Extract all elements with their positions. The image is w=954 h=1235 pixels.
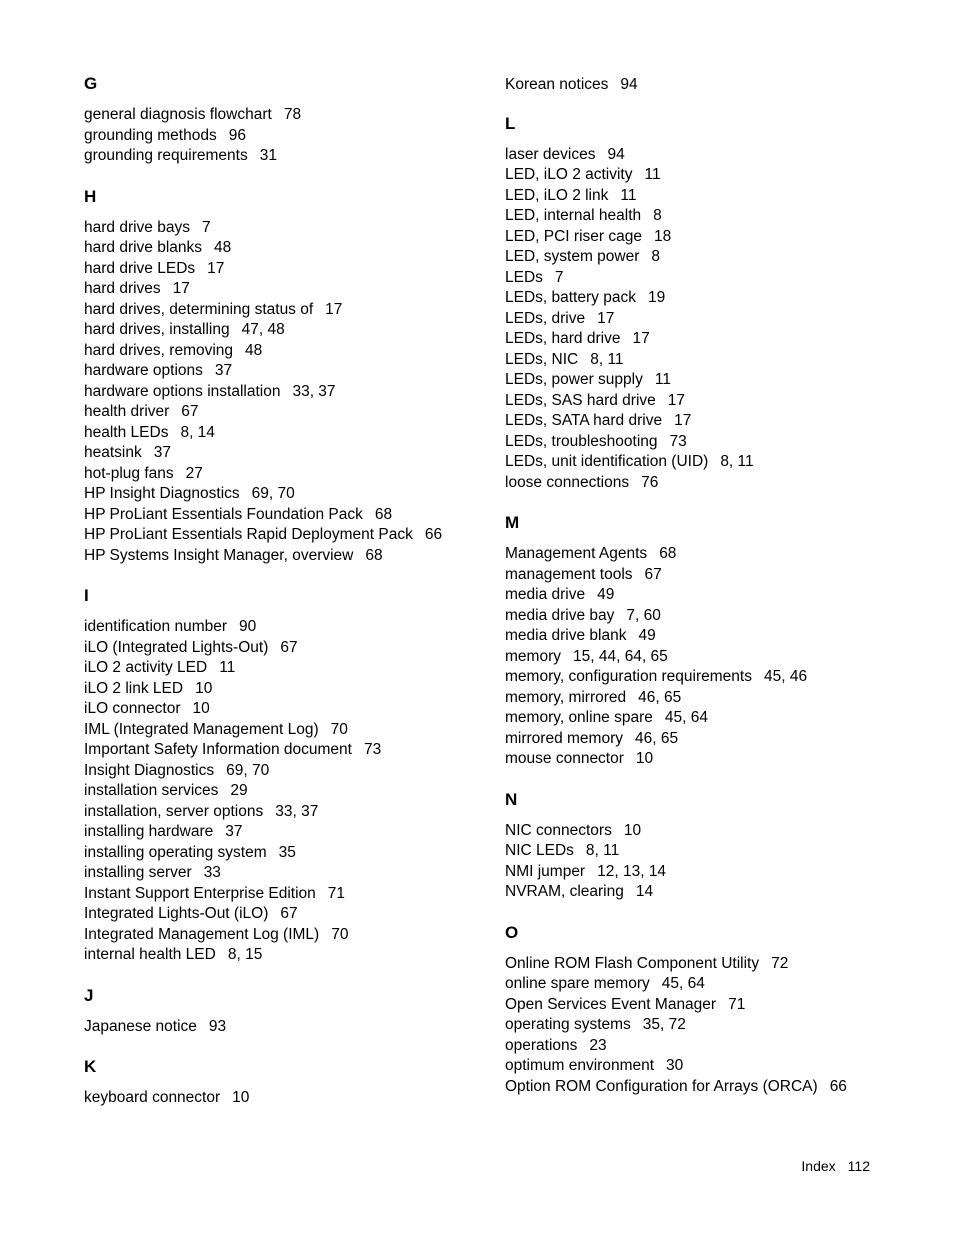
entry-pages: 35, 72 xyxy=(642,1016,686,1033)
index-section xyxy=(505,114,925,494)
entry-term: LED, iLO 2 link xyxy=(505,186,609,204)
entry-term: LEDs, unit identification (UID) xyxy=(505,453,709,470)
entry-pages: 78 xyxy=(283,106,302,123)
entry-term: LED, PCI riser cage xyxy=(505,227,642,245)
index-entry xyxy=(505,452,925,473)
index-entry xyxy=(505,841,925,862)
entry-term: NIC connectors xyxy=(505,821,612,839)
entry-term: LEDs, NIC xyxy=(505,350,579,368)
entry-term: HP Systems Insight Manager, overview xyxy=(84,546,354,564)
index-entry xyxy=(84,884,484,905)
index-entry xyxy=(505,206,925,227)
index-entry xyxy=(84,341,484,362)
index-entry xyxy=(84,126,484,147)
entry-pages: 17 xyxy=(667,391,686,409)
entry-pages: 67 xyxy=(280,638,298,656)
entry-pages: 69, 70 xyxy=(226,761,270,779)
entry-pages: 70 xyxy=(330,720,348,738)
entry-pages: 27 xyxy=(185,464,203,482)
footer-label: Index xyxy=(801,1158,836,1174)
index-section xyxy=(84,586,484,966)
index-entry xyxy=(505,667,925,688)
entry-term: hard drive bays xyxy=(84,218,190,236)
entry-pages: 67 xyxy=(280,905,298,922)
entry-term: laser devices xyxy=(505,145,596,163)
section-letter-heading: N xyxy=(505,789,518,809)
entry-term: LEDs, SAS hard drive xyxy=(505,391,656,409)
entry-pages: 46, 65 xyxy=(634,729,679,747)
index-entry xyxy=(84,443,484,464)
continued-entries xyxy=(505,75,925,96)
entry-term: IML (Integrated Management Log) xyxy=(84,720,319,738)
index-entry xyxy=(505,882,925,903)
entry-term: installing operating system xyxy=(84,843,267,861)
entry-pages: 10 xyxy=(192,700,210,717)
index-entry xyxy=(505,862,925,883)
entry-pages: 11 xyxy=(644,166,661,183)
index-entry xyxy=(505,1077,925,1098)
entry-pages: 73 xyxy=(669,432,687,450)
index-entry xyxy=(84,464,484,485)
section-letter-heading: J xyxy=(84,985,94,1005)
entry-pages: 10 xyxy=(623,821,642,839)
section-letter-heading: K xyxy=(84,1057,97,1076)
entry-term: memory, online spare xyxy=(505,709,653,726)
index-entry xyxy=(84,259,484,280)
entry-pages: 93 xyxy=(208,1017,227,1035)
entry-pages: 10 xyxy=(635,750,654,767)
entry-pages: 8, 14 xyxy=(180,423,215,441)
index-entry xyxy=(505,606,925,627)
entry-term: iLO 2 activity LED xyxy=(84,659,208,676)
entry-pages: 37 xyxy=(214,362,233,379)
entry-term: NIC LEDs xyxy=(505,842,574,859)
entry-term: HP Insight Diagnostics xyxy=(84,485,240,502)
index-entry xyxy=(84,1017,484,1038)
entry-term: hard drives, installing xyxy=(84,321,230,338)
index-entry xyxy=(505,995,925,1016)
entry-term: hard drive blanks xyxy=(84,239,203,256)
entry-term: hardware options xyxy=(84,362,203,379)
index-entry xyxy=(84,105,484,126)
entry-term: operations xyxy=(505,1036,578,1054)
entry-pages: 37 xyxy=(225,823,243,840)
entry-term: LEDs xyxy=(505,268,543,286)
entry-term: mirrored memory xyxy=(505,729,623,747)
index-entry xyxy=(505,227,925,248)
index-entry xyxy=(84,761,484,782)
entry-pages: 68 xyxy=(374,505,393,523)
entry-pages: 17 xyxy=(674,412,692,429)
index-column-right xyxy=(505,75,925,1117)
page-footer xyxy=(801,1158,870,1174)
entry-pages: 18 xyxy=(653,227,672,245)
index-entry xyxy=(505,749,925,770)
index-entry xyxy=(84,699,484,720)
entry-term: LED, internal health xyxy=(505,207,642,224)
index-entry xyxy=(505,309,925,330)
entry-pages: 48 xyxy=(245,341,263,359)
entry-term: health LEDs xyxy=(84,423,169,441)
index-entry xyxy=(505,145,925,166)
entry-pages: 7 xyxy=(554,268,564,286)
entry-pages: 66 xyxy=(829,1077,847,1095)
entry-term: online spare memory xyxy=(505,975,650,992)
entry-pages: 66 xyxy=(424,526,443,543)
entry-pages: 7 xyxy=(201,218,211,236)
entry-term: iLO connector xyxy=(84,700,181,717)
entry-term: installing hardware xyxy=(84,823,214,840)
entry-pages: 72 xyxy=(771,954,789,972)
entry-term: internal health LED xyxy=(84,946,216,963)
entry-term: Insight Diagnostics xyxy=(84,761,215,779)
index-entry xyxy=(505,708,925,729)
entry-pages: 45, 64 xyxy=(661,975,705,992)
entry-term: loose connections xyxy=(505,473,630,491)
entry-pages: 11 xyxy=(654,371,671,388)
entry-pages: 69, 70 xyxy=(251,485,295,502)
entry-term: LEDs, SATA hard drive xyxy=(505,412,663,429)
entry-term: mouse connector xyxy=(505,750,624,767)
index-entry xyxy=(84,218,484,239)
entry-term: LEDs, troubleshooting xyxy=(505,432,658,450)
entry-term: installing server xyxy=(84,864,192,881)
entry-pages: 96 xyxy=(228,126,246,144)
entry-term: Instant Support Enterprise Edition xyxy=(84,884,316,902)
entry-pages: 8 xyxy=(653,207,662,224)
entry-pages: 90 xyxy=(239,618,257,635)
index-entry xyxy=(84,1088,484,1109)
entry-pages: 10 xyxy=(232,1089,250,1106)
entry-term: hard drives, determining status of xyxy=(84,300,314,318)
index-entry xyxy=(84,238,484,259)
entry-pages: 37 xyxy=(153,444,171,461)
entry-term: Option ROM Configuration for Arrays (ORCA) xyxy=(505,1077,818,1095)
index-entry xyxy=(505,268,925,289)
entry-pages: 17 xyxy=(172,280,190,297)
index-entry xyxy=(505,688,925,709)
entry-pages: 70 xyxy=(331,925,349,943)
index-entry xyxy=(505,954,925,975)
entry-term: general diagnosis flowchart xyxy=(84,106,272,123)
index-entry xyxy=(505,821,925,842)
entry-term: LED, iLO 2 activity xyxy=(505,166,633,183)
index-entry xyxy=(505,288,925,309)
index-entry xyxy=(84,863,484,884)
entry-term: Integrated Management Log (IML) xyxy=(84,925,320,943)
entry-pages: 11 xyxy=(620,186,637,204)
entry-term: LEDs, drive xyxy=(505,309,586,327)
entry-term: health driver xyxy=(84,403,170,420)
entry-term: Korean notices xyxy=(505,76,609,93)
entry-term: installation services xyxy=(84,782,219,799)
entry-pages: 49 xyxy=(638,627,656,644)
entry-term: LEDs, battery pack xyxy=(505,289,636,306)
index-entry xyxy=(505,247,925,268)
index-entry xyxy=(84,146,484,167)
index-entry xyxy=(84,484,484,505)
index-entry xyxy=(84,658,484,679)
section-letter-heading: G xyxy=(84,74,98,93)
entry-pages: 8, 11 xyxy=(590,350,624,368)
entry-pages: 73 xyxy=(363,741,382,758)
entry-term: memory, configuration requirements xyxy=(505,668,752,685)
entry-pages: 35 xyxy=(278,843,296,861)
entry-pages: 47, 48 xyxy=(241,321,285,338)
entry-pages: 48 xyxy=(214,239,232,256)
index-entry xyxy=(505,391,925,412)
index-entry xyxy=(84,617,484,638)
entry-pages: 8, 11 xyxy=(720,453,754,470)
entry-term: operating systems xyxy=(505,1016,631,1033)
entry-pages: 19 xyxy=(647,289,666,306)
section-letter-heading: O xyxy=(505,922,519,942)
entry-pages: 45, 64 xyxy=(664,709,708,726)
index-entry xyxy=(505,1036,925,1057)
index-entry xyxy=(84,802,484,823)
entry-pages: 12, 13, 14 xyxy=(597,862,667,880)
entry-pages: 45, 46 xyxy=(763,668,808,685)
index-entry xyxy=(84,638,484,659)
entry-pages: 14 xyxy=(635,883,654,900)
entry-term: media drive blank xyxy=(505,627,627,644)
entry-pages: 8, 11 xyxy=(585,842,620,859)
index-entry xyxy=(505,75,925,96)
index-entry xyxy=(84,781,484,802)
entry-pages: 29 xyxy=(230,782,248,799)
entry-term: hardware options installation xyxy=(84,382,281,400)
index-entry xyxy=(84,546,484,567)
entry-term: hard drives xyxy=(84,280,161,297)
entry-pages: 49 xyxy=(597,586,615,603)
entry-term: hard drives, removing xyxy=(84,341,234,359)
entry-term: Open Services Event Manager xyxy=(505,995,717,1013)
entry-term: media drive bay xyxy=(505,606,615,624)
index-entry xyxy=(505,1015,925,1036)
index-entry xyxy=(84,505,484,526)
entry-term: optimum environment xyxy=(505,1057,655,1074)
index-entry xyxy=(505,165,925,186)
index-entry xyxy=(84,402,484,423)
entry-term: LED, system power xyxy=(505,248,640,265)
index-section xyxy=(505,790,925,903)
index-entry xyxy=(84,279,484,300)
entry-term: media drive xyxy=(505,586,586,603)
index-section xyxy=(84,74,484,167)
index-section xyxy=(84,187,484,567)
index-entry xyxy=(505,329,925,350)
entry-pages: 7, 60 xyxy=(626,606,661,624)
entry-pages: 17 xyxy=(325,300,343,318)
index-entry xyxy=(84,945,484,966)
index-entry xyxy=(505,370,925,391)
index-entry xyxy=(505,473,925,494)
entry-pages: 23 xyxy=(589,1036,607,1054)
entry-pages: 94 xyxy=(607,145,625,163)
entry-term: Important Safety Information document xyxy=(84,741,352,758)
index-entry xyxy=(505,1056,925,1077)
index-entry xyxy=(505,974,925,995)
index-entry xyxy=(505,626,925,647)
index-column-left xyxy=(84,74,484,1129)
index-entry xyxy=(84,720,484,741)
entry-pages: 8, 15 xyxy=(227,946,263,963)
entry-pages: 11 xyxy=(219,659,236,676)
index-entry xyxy=(505,350,925,371)
entry-term: hot-plug fans xyxy=(84,464,174,482)
entry-term: HP ProLiant Essentials Rapid Deployment Pack xyxy=(84,526,413,543)
index-entry xyxy=(505,585,925,606)
entry-term: grounding requirements xyxy=(84,147,248,164)
index-entry xyxy=(84,361,484,382)
index-section xyxy=(505,923,925,1098)
index-entry xyxy=(84,320,484,341)
entry-pages: 31 xyxy=(259,147,277,164)
entry-pages: 67 xyxy=(181,403,199,420)
index-entry xyxy=(84,679,484,700)
entry-term: hard drive LEDs xyxy=(84,259,196,277)
index-entry xyxy=(84,740,484,761)
page-number: 112 xyxy=(847,1158,870,1174)
entry-pages: 68 xyxy=(659,545,677,562)
entry-pages: 46, 65 xyxy=(638,688,682,706)
entry-pages: 33, 37 xyxy=(292,382,336,400)
entry-term: LEDs, hard drive xyxy=(505,330,621,347)
index-entry xyxy=(505,647,925,668)
entry-term: NVRAM, clearing xyxy=(505,883,624,900)
entry-pages: 33 xyxy=(203,864,221,881)
entry-pages: 30 xyxy=(666,1057,684,1074)
index-entry xyxy=(505,411,925,432)
entry-term: memory xyxy=(505,647,561,665)
entry-pages: 67 xyxy=(644,565,662,583)
section-letter-heading: L xyxy=(505,113,516,133)
index-entry xyxy=(84,822,484,843)
entry-term: Japanese notice xyxy=(84,1017,197,1035)
index-entry xyxy=(84,843,484,864)
index-entry xyxy=(84,423,484,444)
index-entry xyxy=(505,729,925,750)
index-section xyxy=(84,986,484,1038)
index-entry xyxy=(505,565,925,586)
entry-term: LEDs, power supply xyxy=(505,371,643,388)
entry-term: installation, server options xyxy=(84,802,264,820)
section-letter-heading: M xyxy=(505,513,520,532)
entry-pages: 94 xyxy=(620,76,638,93)
index-entry xyxy=(84,925,484,946)
index-entry xyxy=(505,544,925,565)
index-entry xyxy=(84,382,484,403)
entry-pages: 10 xyxy=(195,679,213,697)
index-entry xyxy=(505,186,925,207)
index-entry xyxy=(84,300,484,321)
entry-term: Integrated Lights-Out (iLO) xyxy=(84,905,269,922)
entry-pages: 68 xyxy=(365,546,383,564)
entry-term: keyboard connector xyxy=(84,1089,221,1106)
index-section xyxy=(84,1057,484,1109)
entry-term: heatsink xyxy=(84,444,142,461)
entry-pages: 33, 37 xyxy=(275,802,319,820)
entry-pages: 71 xyxy=(327,884,346,902)
index-section xyxy=(505,513,925,770)
entry-pages: 8 xyxy=(651,248,661,265)
entry-pages: 17 xyxy=(597,309,615,327)
index-entry xyxy=(84,904,484,925)
entry-term: Management Agents xyxy=(505,545,648,562)
index-entry xyxy=(505,432,925,453)
entry-pages: 71 xyxy=(728,995,746,1013)
entry-term: Online ROM Flash Component Utility xyxy=(505,954,760,972)
entry-term: identification number xyxy=(84,618,228,635)
entry-pages: 76 xyxy=(641,473,659,491)
section-letter-heading: I xyxy=(84,586,89,605)
entry-pages: 17 xyxy=(207,259,225,277)
entry-pages: 17 xyxy=(632,330,650,347)
entry-term: NMI jumper xyxy=(505,862,586,880)
entry-term: iLO 2 link LED xyxy=(84,679,184,697)
entry-term: memory, mirrored xyxy=(505,688,627,706)
entry-term: HP ProLiant Essentials Foundation Pack xyxy=(84,505,363,523)
entry-term: management tools xyxy=(505,565,633,583)
entry-term: grounding methods xyxy=(84,126,217,144)
entry-term: iLO (Integrated Lights-Out) xyxy=(84,638,269,656)
index-entry xyxy=(84,525,484,546)
section-letter-heading: H xyxy=(84,186,97,206)
entry-pages: 15, 44, 64, 65 xyxy=(572,647,668,665)
